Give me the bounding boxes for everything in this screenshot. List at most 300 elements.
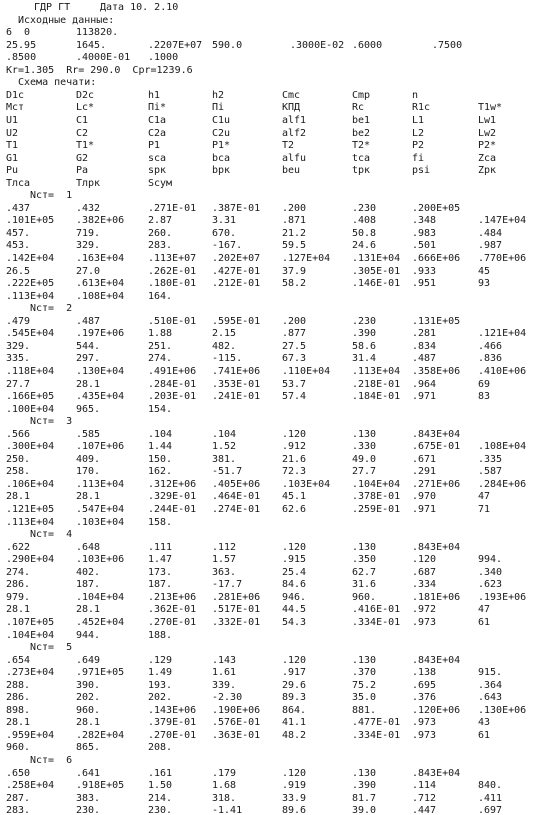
printout-cell: .104: [212, 428, 237, 440]
printout-line: [0, 742, 541, 754]
printout-cell: -167.: [212, 240, 243, 252]
printout-cell: .120: [282, 767, 307, 779]
printout-cell: 960.: [352, 591, 377, 603]
printout-cell: .114: [412, 780, 437, 792]
printout-cell: C2: [76, 127, 89, 139]
printout-cell: 53.7: [282, 378, 307, 390]
printout-cell: Tлса: [6, 177, 31, 189]
printout-cell: 25.4: [282, 566, 307, 578]
printout-line: [0, 253, 541, 265]
printout-cell: .517E-01: [212, 604, 261, 616]
printout-cell: 59.5: [282, 240, 307, 252]
printout-cell: 960.: [76, 704, 101, 716]
printout-line: [0, 165, 541, 177]
printout-cell: .484: [478, 227, 503, 239]
printout-line: [0, 102, 541, 114]
printout-cell: .273E+04: [6, 667, 55, 679]
printout-line: [0, 504, 541, 516]
printout-cell: .271E+06: [412, 478, 461, 490]
printout-cell: 44.5: [282, 604, 307, 616]
printout-cell: .643: [478, 692, 503, 704]
printout-cell: 113820.: [76, 27, 119, 39]
printout-line: [0, 278, 541, 290]
printout-cell: Пi: [212, 102, 225, 114]
printout-cell: Pa: [76, 165, 89, 177]
printout-cell: .113E+04: [6, 290, 55, 302]
printout-cell: T1*: [76, 140, 95, 152]
printout-cell: C1: [76, 114, 89, 126]
printout-cell: .121E+04: [478, 328, 527, 340]
printout-cell: .142E+04: [6, 253, 55, 264]
printout-cell: P1*: [212, 140, 231, 152]
printout-cell: 187.: [148, 579, 173, 591]
printout-line: [0, 240, 541, 252]
printout-cell: 297.: [76, 353, 101, 365]
printout-cell: .218E-01: [352, 378, 401, 390]
printout-cell: .912: [282, 441, 307, 453]
printout-cell: .340: [478, 566, 503, 578]
printout-cell: G1: [6, 152, 19, 164]
printout-cell: .697: [478, 805, 503, 815]
printout-cell: C2u: [212, 127, 231, 139]
printout-line: [0, 65, 541, 77]
printout-cell: 170.: [76, 466, 101, 478]
printout-cell: T1: [6, 140, 19, 152]
printout-cell: .382E+06: [76, 215, 125, 227]
printout-cell: 72.3: [282, 466, 307, 478]
printout-cell: .143E+06: [148, 704, 197, 716]
printout-cell: 1.49: [148, 667, 173, 679]
printout-cell: 453.: [6, 240, 31, 252]
printout-cell: ГДР ГТ: [34, 2, 71, 13]
printout-line: [0, 40, 541, 52]
printout-cell: bpк: [212, 165, 231, 177]
printout-line: [0, 680, 541, 692]
printout-cell: .411: [478, 792, 503, 804]
printout-cell: C1a: [148, 114, 167, 126]
printout-cell: .222E+05: [6, 278, 55, 290]
printout-cell: 381.: [212, 453, 237, 465]
printout-cell: .104E+04: [76, 591, 125, 603]
printout-cell: 158.: [148, 516, 173, 528]
printout-cell: .348: [412, 215, 437, 227]
printout-cell: .197E+06: [76, 328, 125, 340]
printout-cell: .405E+06: [212, 478, 261, 490]
printout-cell: 188.: [148, 629, 173, 641]
printout-cell: Lw1: [478, 114, 497, 126]
printout-cell: .358E+06: [412, 365, 461, 377]
printout-cell: 83: [478, 391, 491, 403]
printout-cell: 61: [478, 616, 491, 628]
printout-cell: .843E+04: [412, 541, 461, 553]
printout-cell: .576E-01: [212, 717, 261, 729]
printout-cell: 84.6: [282, 579, 307, 591]
printout-line: [0, 90, 541, 102]
printout-cell: .120: [282, 541, 307, 553]
printout-line: [0, 140, 541, 152]
printout-cell: 383.: [76, 792, 101, 804]
printout-cell: .971E+05: [76, 667, 125, 679]
printout-cell: tpк: [352, 165, 371, 177]
printout-cell: 6 0: [6, 27, 31, 39]
printout-cell: .623: [478, 579, 503, 591]
printout-cell: .108E+04: [478, 441, 527, 453]
printout-cell: 69: [478, 378, 491, 390]
printout-cell: .130: [352, 767, 377, 779]
printout-cell: .274E-01: [212, 504, 261, 515]
printout-cell: 31.6: [352, 579, 377, 591]
printout-cell: be2: [352, 127, 371, 139]
printout-cell: 26.5: [6, 265, 31, 277]
printout-cell: fi: [412, 152, 425, 164]
printout-cell: Lc*: [76, 102, 95, 114]
printout-cell: .281E+06: [212, 591, 261, 603]
printout-cell: Nст= 4: [30, 529, 73, 541]
printout-cell: .284E+06: [478, 478, 527, 490]
printout-cell: 173.: [148, 566, 173, 578]
printout-line: [0, 215, 541, 227]
printout-cell: .491E+06: [148, 365, 197, 377]
printout-cell: Pu: [6, 165, 19, 177]
printout-cell: .103E+04: [282, 478, 331, 490]
printout-cell: .919: [282, 780, 307, 792]
printout-cell: .545E+04: [6, 328, 55, 340]
printout-cell: 881.: [352, 704, 377, 716]
printout-cell: 1.88: [148, 328, 173, 340]
printout-cell: .108E+04: [76, 290, 125, 302]
printout-cell: .585: [76, 428, 101, 440]
printout-cell: be1: [352, 114, 371, 126]
printout-cell: 390.: [76, 679, 101, 691]
printout-cell: .200E+05: [412, 202, 461, 214]
printout-cell: 283.: [148, 240, 173, 252]
printout-cell: .4000E-01: [76, 52, 131, 64]
printout-line: [0, 52, 541, 64]
printout-cell: 274.: [148, 353, 173, 365]
printout-cell: 250.: [6, 453, 31, 465]
printout-cell: .973: [412, 717, 437, 729]
printout-cell: .118E+04: [6, 365, 55, 377]
printout-cell: 33.9: [282, 792, 307, 804]
printout-cell: .212E-01: [212, 278, 261, 290]
printout-cell: .6000: [352, 39, 383, 51]
printout-cell: .332E-01: [212, 616, 261, 628]
printout-line: [0, 755, 541, 767]
printout-line: [0, 454, 541, 466]
printout-cell: .112: [212, 541, 237, 553]
printout-cell: .687: [412, 566, 437, 578]
printout-cell: 25.95: [6, 39, 37, 51]
printout-cell: P2: [412, 140, 425, 152]
printout-cell: 944.: [76, 629, 101, 641]
printout-line: [0, 730, 541, 742]
printout-line: [0, 793, 541, 805]
printout-cell: 3.31: [212, 215, 237, 227]
printout-cell: 457.: [6, 227, 31, 239]
printout-cell: 62.6: [282, 504, 307, 515]
printout-cell: .111: [148, 541, 173, 553]
printout-cell: .933: [412, 265, 437, 277]
printout-cell: 840.: [478, 780, 503, 792]
printout-cell: .501: [412, 240, 437, 252]
printout-cell: 363.: [212, 566, 237, 578]
printout-cell: .131E+04: [352, 253, 401, 264]
printout-line: [0, 391, 541, 403]
printout-line: [0, 768, 541, 780]
printout-line: [0, 266, 541, 278]
printout-cell: .353E-01: [212, 378, 261, 390]
printout-cell: 865.: [76, 742, 101, 754]
printout-cell: Cmc: [282, 89, 301, 101]
printout-cell: .649: [76, 654, 101, 666]
printout-cell: 21.2: [282, 227, 307, 239]
printout-cell: .510E-01: [148, 315, 197, 327]
printout-cell: .973: [412, 616, 437, 628]
printout-cell: 45.1: [282, 491, 307, 503]
printout-cell: .487: [412, 353, 437, 365]
printout-line: [0, 529, 541, 541]
printout-cell: .161: [148, 767, 173, 779]
printout-cell: 230.: [76, 805, 101, 815]
printout-cell: .163E+04: [76, 253, 125, 264]
printout-cell: .959E+04: [6, 729, 55, 741]
printout-cell: U1: [6, 114, 19, 126]
printout-cell: .213E+06: [148, 591, 197, 603]
printout-cell: .120E+06: [412, 704, 461, 716]
printout-cell: -17.7: [212, 579, 243, 591]
printout-cell: .834: [412, 340, 437, 352]
printout-cell: .130: [352, 654, 377, 666]
printout-cell: G2: [76, 152, 89, 164]
printout-line: [0, 291, 541, 303]
printout-cell: .666E+06: [412, 253, 461, 264]
printout-line: [0, 554, 541, 566]
printout-cell: .121E+05: [6, 504, 55, 515]
printout-line: [0, 667, 541, 679]
printout-line: [0, 27, 541, 39]
printout-cell: 258.: [6, 466, 31, 478]
printout-line: [0, 2, 541, 14]
printout-cell: h2: [212, 89, 225, 101]
printout-cell: 154.: [148, 403, 173, 415]
printout-cell: .270E-01: [148, 616, 197, 628]
printout-cell: 1.44: [148, 441, 173, 453]
printout-cell: 89.3: [282, 692, 307, 704]
printout-cell: .180E-01: [148, 278, 197, 290]
printout-cell: 208.: [148, 742, 173, 754]
printout-line: [0, 705, 541, 717]
printout-cell: .877: [282, 328, 307, 340]
printout-cell: 402.: [76, 566, 101, 578]
printout-cell: spк: [148, 165, 167, 177]
printout-cell: Дата 10. 2.10: [100, 2, 179, 13]
printout-cell: 58.6: [352, 340, 377, 352]
printout-cell: h1: [148, 89, 161, 101]
printout-cell: .334: [412, 579, 437, 591]
printout-cell: .100E+04: [6, 403, 55, 415]
printout-cell: .2207E+07: [148, 39, 203, 51]
printout-cell: 81.7: [352, 792, 377, 804]
printout-cell: R1c: [412, 102, 431, 114]
printout-cell: 286.: [6, 579, 31, 591]
printout-line: [0, 567, 541, 579]
printout-cell: n: [412, 89, 419, 101]
printout-cell: 62.7: [352, 566, 377, 578]
printout-line: [0, 692, 541, 704]
printout-cell: .127E+04: [282, 253, 331, 264]
printout-cell: 49.0: [352, 453, 377, 465]
printout-cell: 202.: [76, 692, 101, 704]
printout-line: [0, 416, 541, 428]
printout-cell: 260.: [148, 227, 173, 239]
printout-cell: .477E-01: [352, 717, 401, 729]
printout-cell: .3000E-02: [290, 39, 345, 51]
printout-cell: .200: [282, 202, 307, 214]
printout-cell: 27.5: [282, 340, 307, 352]
printout-cell: 329.: [76, 240, 101, 252]
printout-cell: 898.: [6, 704, 31, 716]
printout-cell: -115.: [212, 353, 243, 365]
printout-line: [0, 630, 541, 642]
printout-cell: .104E+04: [352, 478, 401, 490]
printout-cell: .305E-01: [352, 265, 401, 277]
printout-cell: .987: [478, 240, 503, 252]
printout-cell: .230: [352, 315, 377, 327]
printout-cell: .613E+04: [76, 278, 125, 290]
printout-cell: .120: [282, 654, 307, 666]
printout-cell: alf2: [282, 127, 307, 139]
printout-line: [0, 366, 541, 378]
printout-cell: 318.: [212, 792, 237, 804]
printout-cell: L1: [412, 114, 425, 126]
printout-line: [0, 353, 541, 365]
printout-cell: 58.2: [282, 278, 307, 290]
printout-line: [0, 190, 541, 202]
printout-cell: .437: [6, 202, 31, 214]
printout-cell: Lw2: [478, 127, 497, 139]
printout-cell: alf1: [282, 114, 307, 126]
printout-cell: C1u: [212, 114, 231, 126]
printout-line: [0, 128, 541, 140]
printout-cell: 57.4: [282, 391, 307, 403]
printout-cell: .107E+06: [76, 441, 125, 453]
printout-cell: .138: [412, 667, 437, 679]
printout-line: [0, 592, 541, 604]
printout-cell: .258E+04: [6, 780, 55, 792]
printout-line: [0, 805, 541, 815]
printout-cell: 2.15: [212, 328, 237, 340]
printout-cell: Nст= 5: [30, 642, 73, 654]
printout-line: [0, 203, 541, 215]
printout-cell: Nст= 1: [30, 190, 73, 202]
printout-cell: Scум: [148, 177, 173, 189]
printout-cell: Пi*: [148, 102, 167, 114]
printout-cell: U2: [6, 127, 19, 139]
printout-cell: .836: [478, 353, 503, 365]
printout-cell: .370: [352, 667, 377, 679]
printout-cell: D2c: [76, 89, 95, 101]
printout-cell: -1.41: [212, 805, 243, 815]
printout-line: [0, 579, 541, 591]
printout-cell: 193.: [148, 679, 173, 691]
printout-cell: 1.68: [212, 780, 237, 792]
printout-cell: .671: [412, 453, 437, 465]
printout-cell: .335: [478, 453, 503, 465]
printout-cell: .271E-01: [148, 202, 197, 214]
printout-cell: Zca: [478, 152, 497, 164]
printout-line: [0, 228, 541, 240]
printout-cell: 27.7: [352, 466, 377, 478]
printout-cell: .964: [412, 378, 437, 390]
printout-cell: .143: [212, 654, 237, 666]
printout-cell: .120: [282, 428, 307, 440]
printout-cell: .282E+04: [76, 729, 125, 741]
printout-cell: .350: [352, 554, 377, 566]
printout-cell: -51.7: [212, 466, 243, 478]
printout-line: [0, 178, 541, 190]
printout-cell: 28.1: [6, 491, 31, 503]
printout-cell: Nст= 3: [30, 416, 73, 428]
printout-cell: -2.30: [212, 692, 243, 704]
printout-cell: psi: [412, 165, 431, 177]
printout-cell: 965.: [76, 403, 101, 415]
printout-cell: .113E+07: [148, 253, 197, 264]
printout-cell: .104: [148, 428, 173, 440]
printout-cell: .408: [352, 215, 377, 227]
printout-cell: .146E-01: [352, 278, 401, 290]
printout-cell: .654: [6, 654, 31, 666]
printout-cell: .203E-01: [148, 391, 197, 403]
printout-cell: sca: [148, 152, 167, 164]
printout-cell: 1.57: [212, 554, 237, 566]
printout-cell: .917: [282, 667, 307, 679]
printout-cell: .390: [352, 328, 377, 340]
printout-cell: 335.: [6, 353, 31, 365]
printout-cell: .363E-01: [212, 729, 261, 741]
printout-cell: 994.: [478, 554, 503, 566]
printout-cell: 39.0: [352, 805, 377, 815]
printout-cell: .390: [352, 780, 377, 792]
printout-cell: .259E-01: [352, 504, 401, 515]
printout-cell: .130E+06: [478, 704, 527, 716]
printout-cell: .479: [6, 315, 31, 327]
printout-cell: .184E-01: [352, 391, 401, 403]
printout-cell: .983: [412, 227, 437, 239]
printout-cell: 915.: [478, 667, 503, 679]
printout-cell: .104E+04: [6, 629, 55, 641]
printout-cell: bca: [212, 152, 231, 164]
printout-cell: .244E-01: [148, 504, 197, 515]
printout-cell: .241E-01: [212, 391, 261, 403]
printout-cell: 187.: [76, 579, 101, 591]
printout-cell: .971: [412, 391, 437, 403]
printout-cell: .193E+06: [478, 591, 527, 603]
printout-cell: 28.1: [6, 604, 31, 616]
printout-cell: .103E+04: [76, 516, 125, 528]
printout-cell: .410E+06: [478, 365, 527, 377]
printout-cell: .770E+06: [478, 253, 527, 264]
printout-line: [0, 642, 541, 654]
printout-cell: Kr=1.305 Rr= 290.0 Cpr=1239.6: [6, 64, 193, 76]
printout-cell: .695: [412, 679, 437, 691]
printout-cell: T2*: [352, 140, 371, 152]
printout-cell: 29.6: [282, 679, 307, 691]
printout-cell: .130: [352, 541, 377, 553]
printout-cell: 719.: [76, 227, 101, 239]
printout-cell: .230: [352, 202, 377, 214]
printout-line: [0, 617, 541, 629]
printout-cell: .110E+04: [282, 365, 331, 377]
